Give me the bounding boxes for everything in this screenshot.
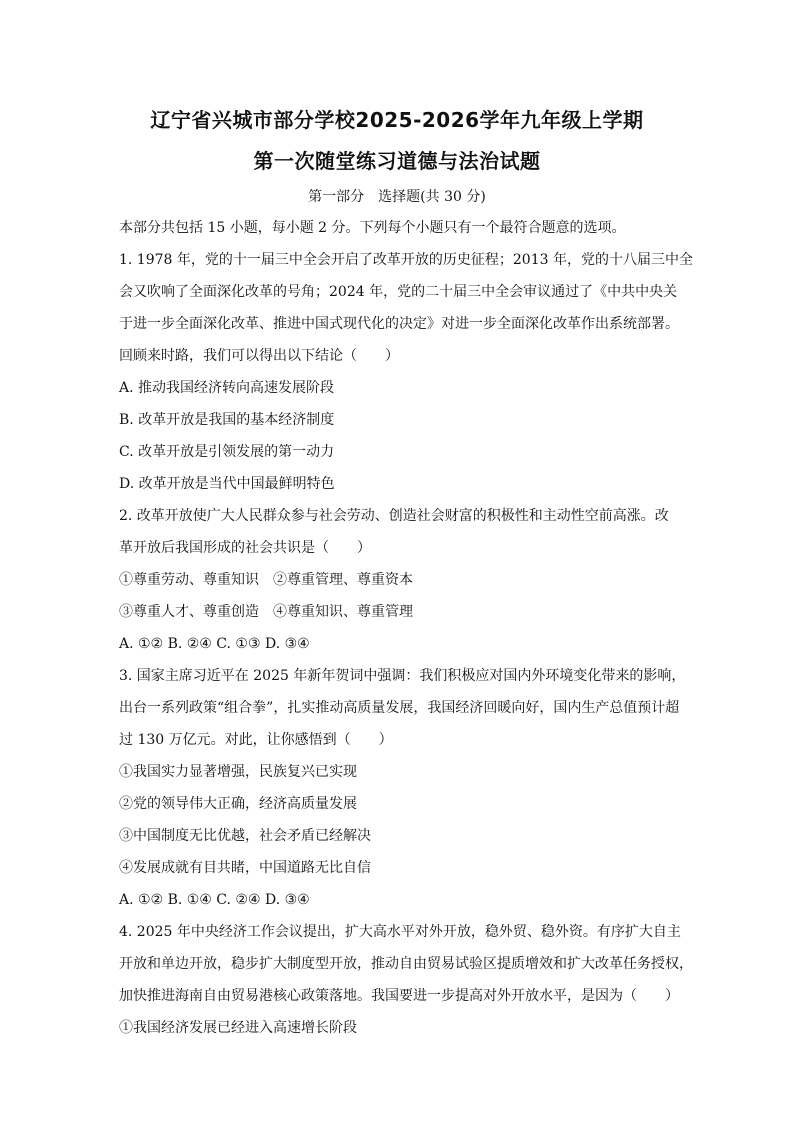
q4-item-line: ①我国经济发展已经进入高速增长阶段 bbox=[119, 1020, 357, 1036]
q1-stem-line: 1. 1978 年，党的十一届三中全会开启了改革开放的历史征程；2013 年，党的十八届三中全 bbox=[119, 252, 693, 268]
q3-stem-line: 出台一系列政策“组合拳”，扎实推动高质量发展，我国经济回暖向好，国内生产总值预计超 bbox=[119, 700, 680, 716]
exam-title-line2: 第一次随堂练习道德与法治试题 bbox=[253, 149, 541, 173]
q3-item-line: ①我国实力显著增强，民族复兴已实现 bbox=[119, 764, 357, 780]
instructions: 本部分共包括 15 小题，每小题 2 分。下列每个小题只有一个最符合题意的选项。 bbox=[119, 220, 626, 236]
q2-stem-line: 2. 改革开放使广大人民群众参与社会劳动、创造社会财富的积极性和主动性空前高涨。改 bbox=[119, 508, 669, 524]
q1-option-d: D. 改革开放是当代中国最鲜明特色 bbox=[119, 476, 335, 492]
q1-option-c: C. 改革开放是引领发展的第一动力 bbox=[119, 444, 335, 460]
q3-stem-line: 3. 国家主席习近平在 2025 年新年贺词中强调：我们积极应对国内外环境变化带来的影响， bbox=[119, 668, 686, 684]
q1-stem-line: 回顾来时路，我们可以得出以下结论（ ） bbox=[119, 348, 399, 364]
q2-stem-line: 革开放后我国形成的社会共识是（ ） bbox=[119, 540, 371, 556]
exam-title-line1: 辽宁省兴城市部分学校2025-2026学年九年级上学期 bbox=[150, 108, 644, 132]
q1-stem-line: 会又吹响了全面深化改革的号角；2024 年，党的二十届三中全会审议通过了《中共中央关 bbox=[119, 284, 678, 300]
q2-item-line: ①尊重劳动、尊重知识 ②尊重管理、尊重资本 bbox=[119, 572, 413, 588]
q4-stem-line: 加快推进海南自由贸易港核心政策落地。我国要进一步提高对外开放水平，是因为（ ） bbox=[119, 988, 679, 1004]
q4-stem-line: 开放和单边开放，稳步扩大制度型开放，推动自由贸易试验区提质增效和扩大改革任务授权， bbox=[119, 956, 693, 972]
q3-item-line: ②党的领导伟大正确，经济高质量发展 bbox=[119, 796, 357, 812]
q2-item-line: ③尊重人才、尊重创造 ④尊重知识、尊重管理 bbox=[119, 604, 413, 620]
q4-stem-line: 4. 2025 年中央经济工作会议提出，扩大高水平对外开放，稳外贸、稳外资。有序扩大自主 bbox=[119, 924, 681, 940]
q3-item-line: ④发展成就有目共睹，中国道路无比自信 bbox=[119, 860, 371, 876]
q3-item-line: ③中国制度无比优越，社会矛盾已经解决 bbox=[119, 828, 371, 844]
q2-answer-options: A. ①② B. ②④ C. ①③ D. ③④ bbox=[119, 636, 310, 652]
q1-option-a: A. 推动我国经济转向高速发展阶段 bbox=[119, 380, 335, 396]
section-heading: 第一部分 选择题(共 30 分) bbox=[308, 189, 486, 205]
q1-stem-line: 于进一步全面深化改革、推进中国式现代化的决定》对进一步全面深化改革作出系统部署。 bbox=[119, 316, 679, 332]
q3-answer-options: A. ①② B. ①④ C. ②④ D. ③④ bbox=[119, 892, 310, 908]
q1-option-b: B. 改革开放是我国的基本经济制度 bbox=[119, 412, 335, 428]
q3-stem-line: 过 130 万亿元。对此，让你感悟到（ ） bbox=[119, 732, 393, 748]
